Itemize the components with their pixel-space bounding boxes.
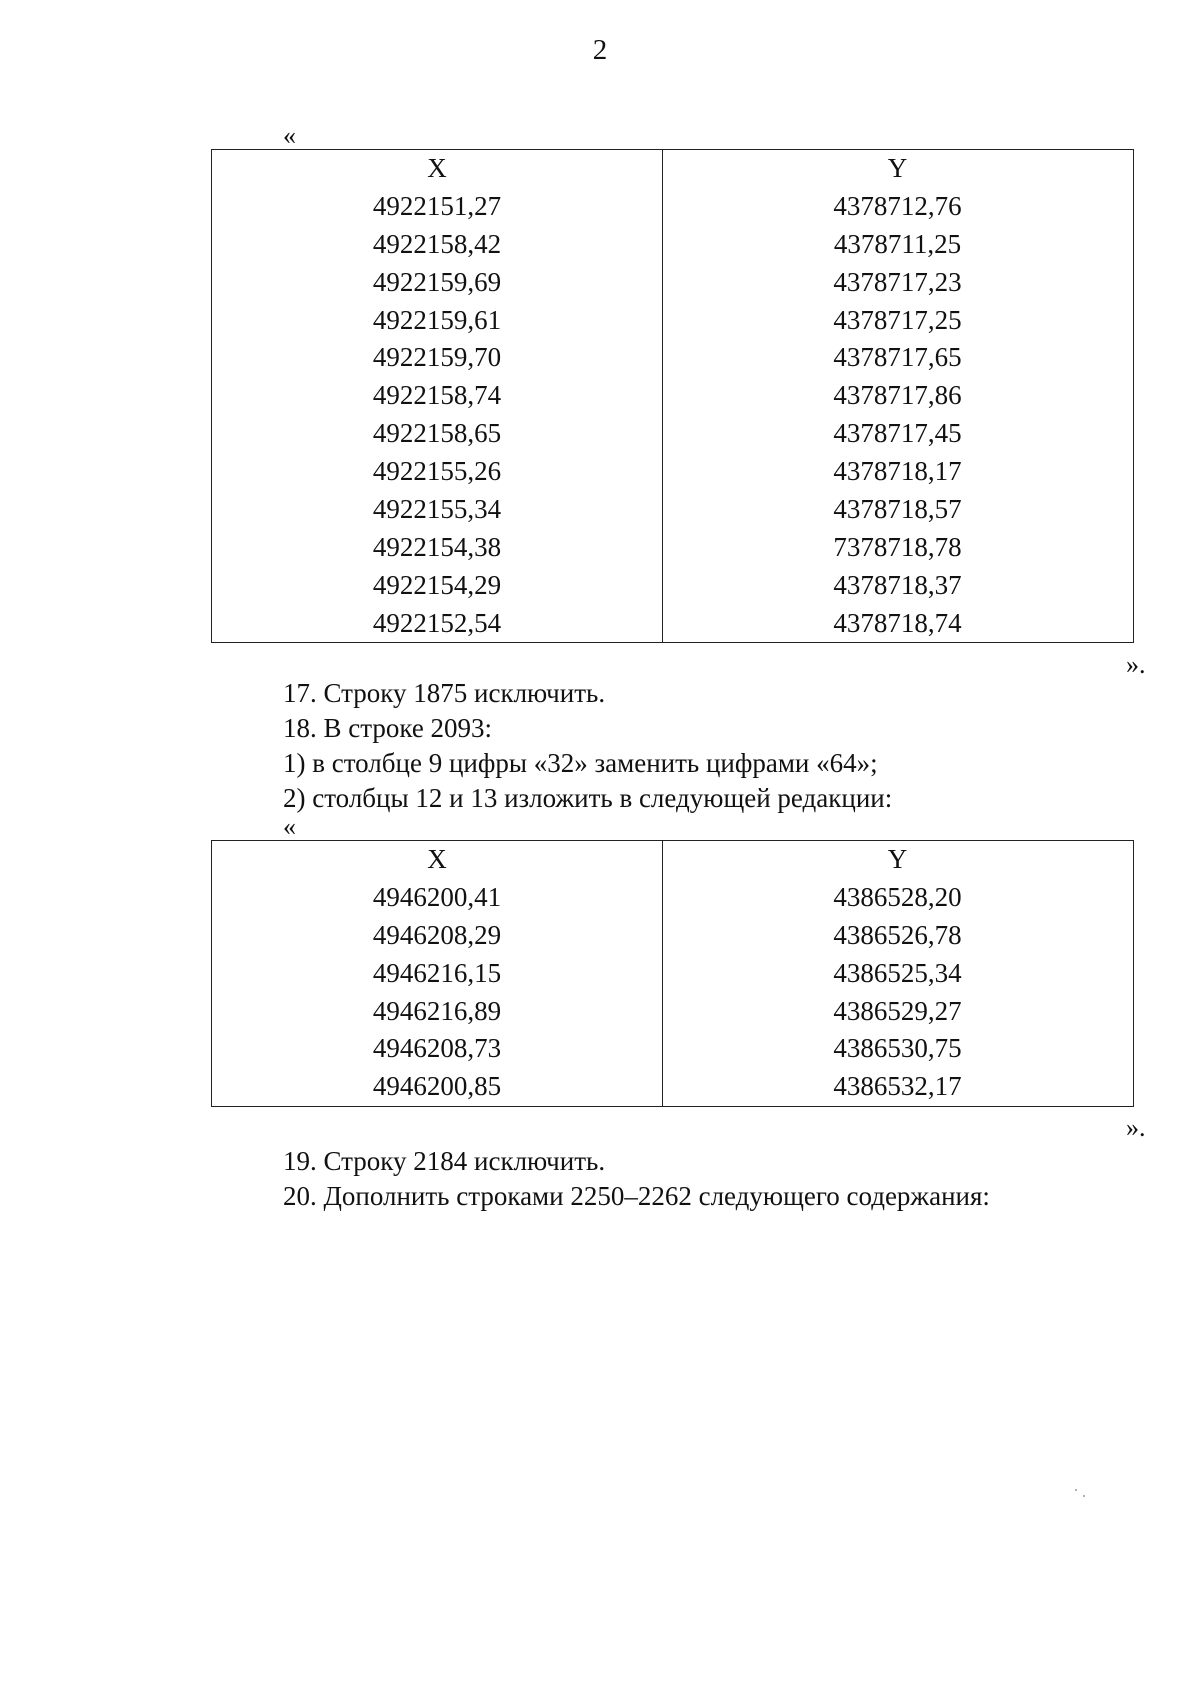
table-cell: 4946200,41 bbox=[372, 881, 502, 912]
table-cell: 4378712,76 bbox=[833, 190, 962, 221]
table-cell: 4922159,69 bbox=[372, 266, 502, 297]
table-cell: 4946216,89 bbox=[372, 995, 502, 1026]
table-cell: 4922151,27 bbox=[372, 190, 502, 221]
table-cell: 4386525,34 bbox=[833, 957, 962, 988]
paragraph-item-17: 17. Строку 1875 исключить. bbox=[283, 678, 606, 708]
table-cell: 4922154,29 bbox=[372, 569, 502, 600]
column-y bbox=[663, 841, 1132, 1106]
table-cell: 4386530,75 bbox=[833, 1033, 962, 1064]
coordinates-table-1 bbox=[211, 149, 1134, 643]
column-header-y: Y bbox=[887, 153, 908, 183]
table-cell: 4922158,42 bbox=[372, 228, 502, 259]
table-cell: 4386528,20 bbox=[833, 881, 962, 912]
paragraph-item-20: 20. Дополнить строками 2250–2262 следующего содержания: bbox=[283, 1181, 990, 1211]
column-header-x: X bbox=[427, 844, 447, 874]
coordinates-table-2 bbox=[211, 840, 1134, 1107]
closing-quote: ». bbox=[1126, 650, 1146, 679]
opening-quote: « bbox=[283, 812, 296, 841]
column-header-x: X bbox=[427, 153, 447, 183]
table-cell: 4946208,29 bbox=[372, 919, 502, 950]
table-cell: 4386532,17 bbox=[833, 1071, 962, 1102]
paragraph-item-19: 19. Строку 2184 исключить. bbox=[283, 1146, 606, 1176]
table-cell: 4922155,26 bbox=[372, 456, 502, 487]
table-cell: 4378718,37 bbox=[833, 569, 962, 600]
table-cell: 4946208,73 bbox=[372, 1033, 502, 1064]
table-cell: 4378718,57 bbox=[833, 494, 962, 525]
table-cell: 4946216,15 bbox=[372, 957, 502, 988]
table-cell: 4378717,45 bbox=[833, 418, 962, 449]
table-cell: 4378718,17 bbox=[833, 456, 962, 487]
column-x bbox=[212, 841, 663, 1106]
table-cell: 4386526,78 bbox=[833, 919, 962, 950]
opening-quote: « bbox=[283, 121, 296, 150]
paragraph-subitem-2: 2) столбцы 12 и 13 изложить в следующей редакции: bbox=[283, 783, 893, 813]
table-cell: 4922158,65 bbox=[372, 418, 502, 449]
table-cell: 4946200,85 bbox=[372, 1071, 502, 1102]
table-cell: 4378717,23 bbox=[833, 266, 962, 297]
table-cell: 4922154,38 bbox=[372, 531, 502, 562]
column-x bbox=[212, 150, 663, 642]
scan-speck bbox=[1083, 1495, 1085, 1497]
page-number: 2 bbox=[592, 34, 608, 66]
table-cell: 4378718,74 bbox=[833, 607, 962, 638]
table-cell: 7378718,78 bbox=[833, 531, 962, 562]
table-cell: 4378717,86 bbox=[833, 380, 962, 411]
column-y bbox=[663, 150, 1132, 642]
table-cell: 4922155,34 bbox=[372, 494, 502, 525]
table-cell: 4922152,54 bbox=[372, 607, 502, 638]
paragraph-subitem-1: 1) в столбце 9 цифры «32» заменить цифрами «64»; bbox=[283, 748, 878, 778]
table-cell: 4378711,25 bbox=[833, 228, 962, 259]
table-cell: 4922158,74 bbox=[372, 380, 502, 411]
table-cell: 4386529,27 bbox=[833, 995, 962, 1026]
column-header-y: Y bbox=[887, 844, 908, 874]
table-cell: 4922159,70 bbox=[372, 342, 502, 373]
scan-speck bbox=[1075, 1489, 1077, 1491]
paragraph-item-18: 18. В строке 2093: bbox=[283, 713, 493, 743]
table-cell: 4378717,25 bbox=[833, 304, 962, 335]
closing-quote: ». bbox=[1126, 1113, 1146, 1142]
table-cell: 4378717,65 bbox=[833, 342, 962, 373]
table-cell: 4922159,61 bbox=[372, 304, 502, 335]
